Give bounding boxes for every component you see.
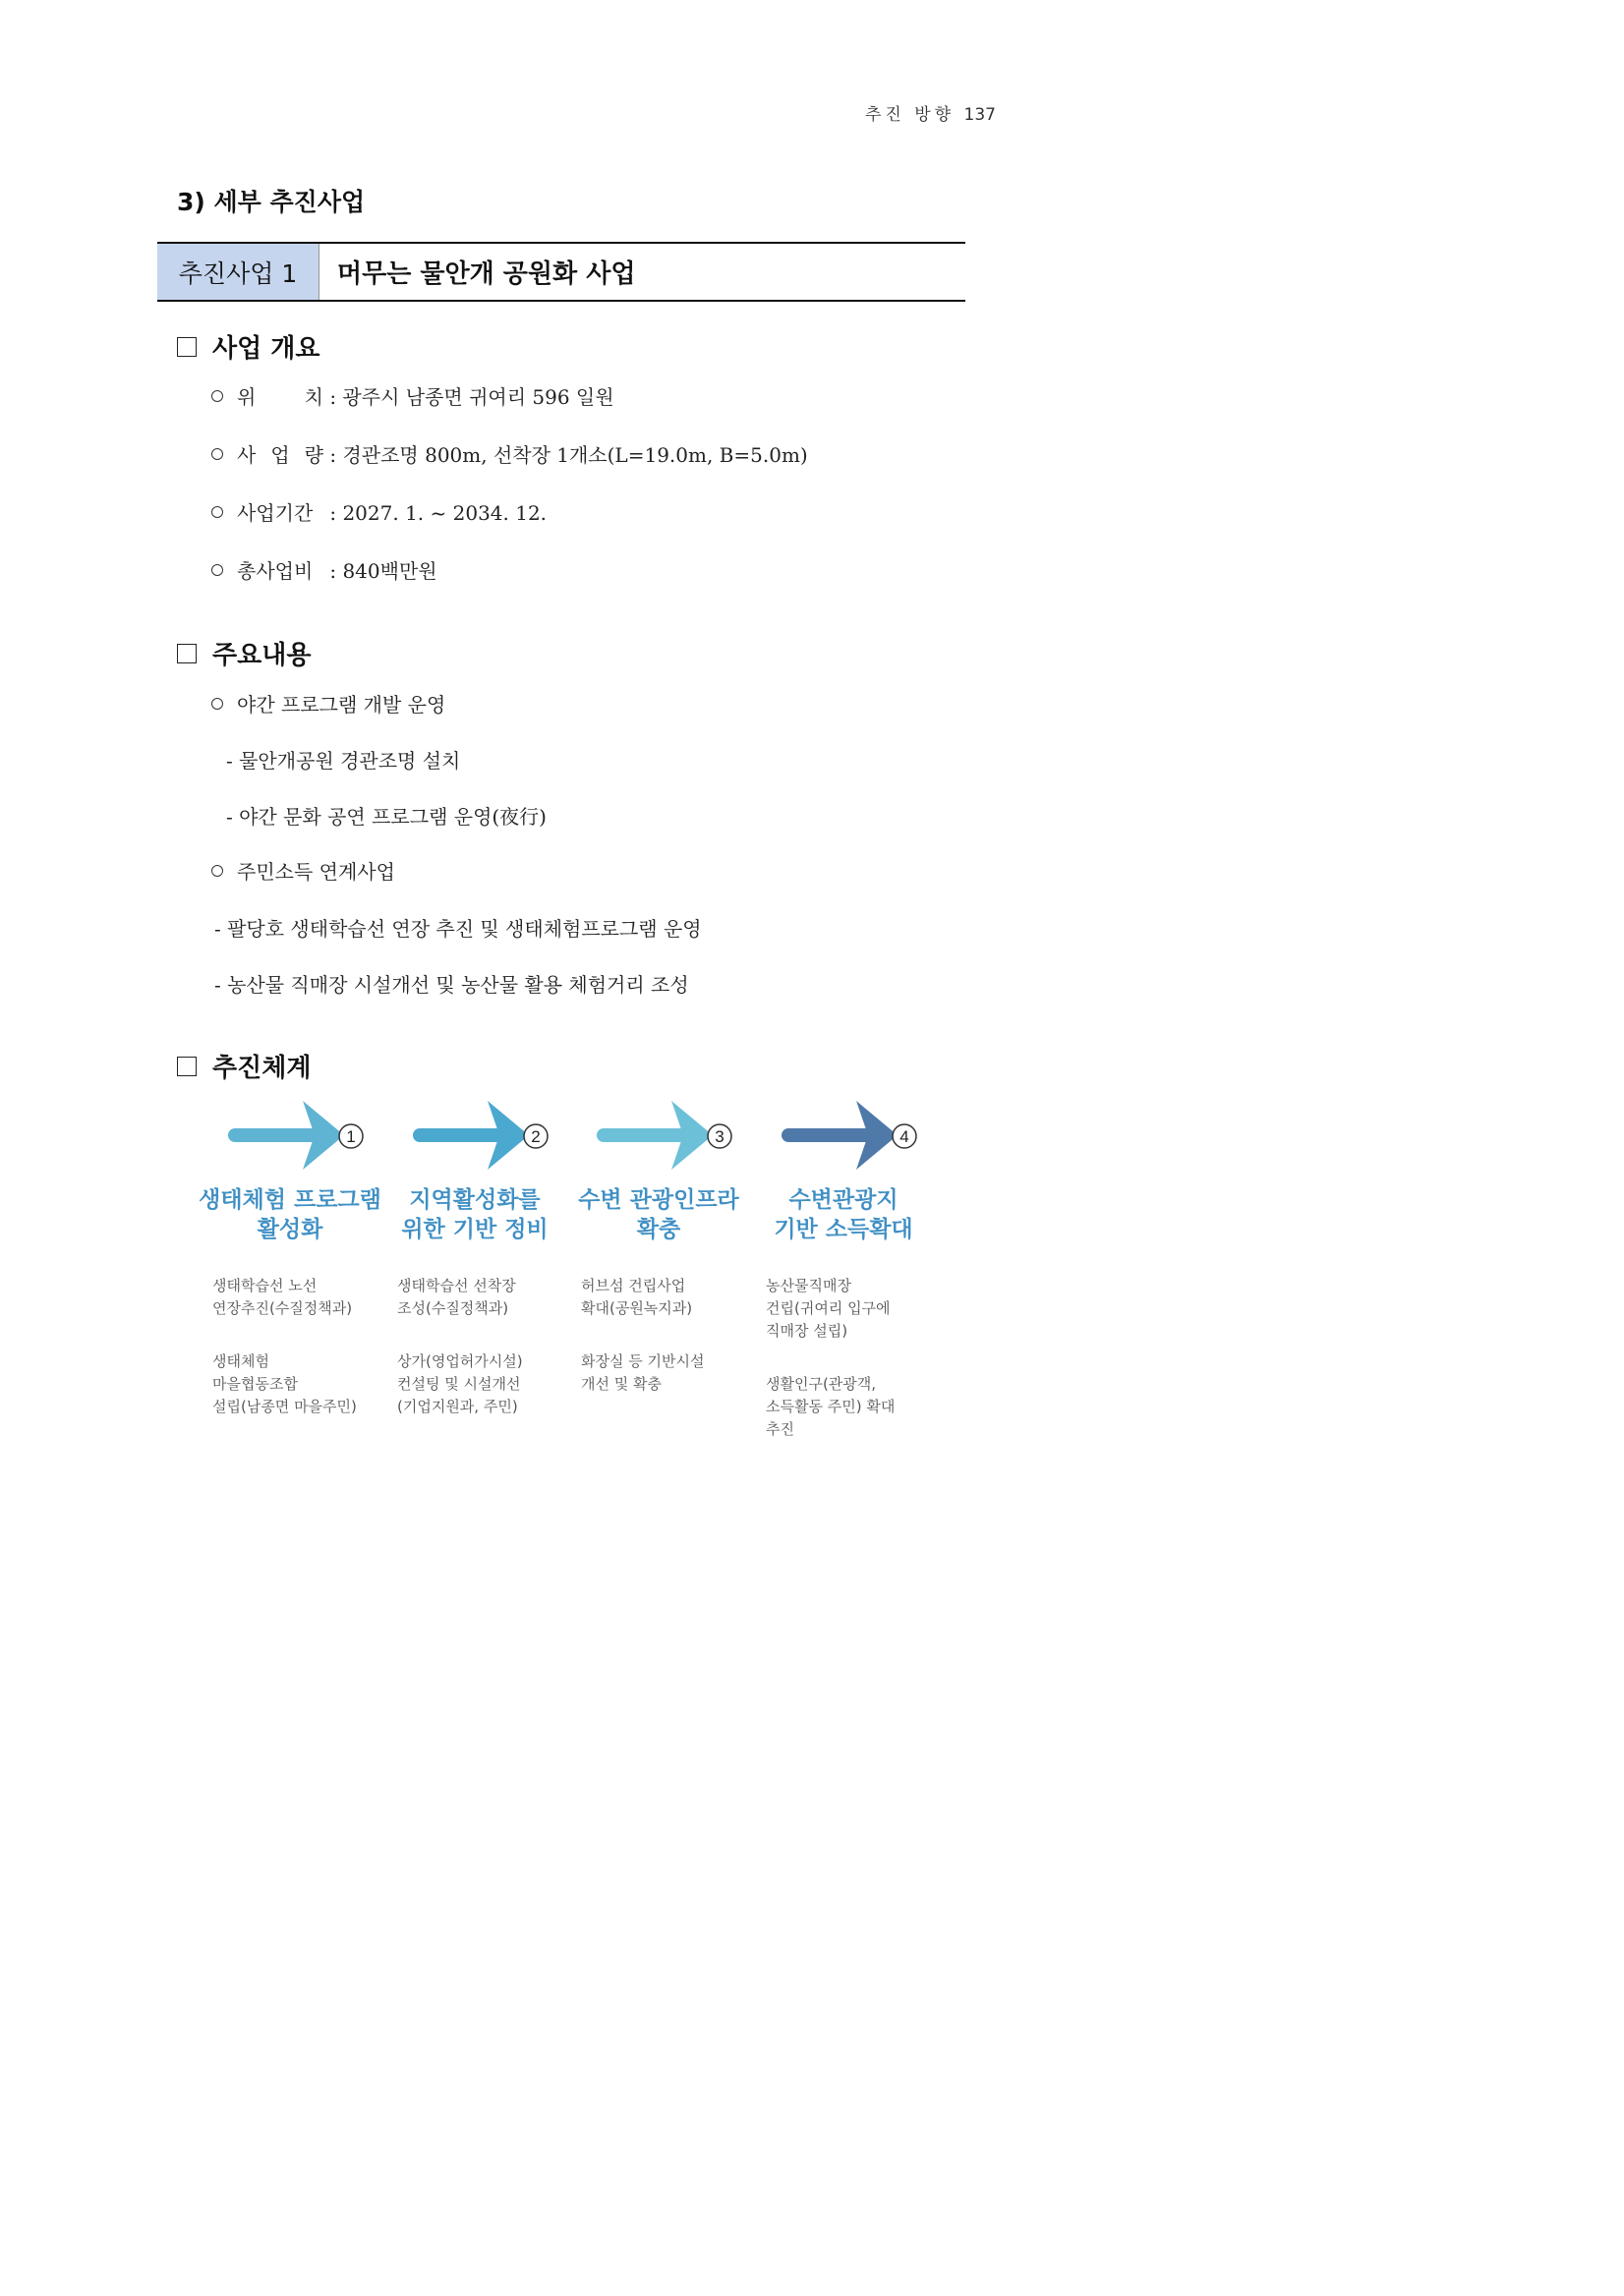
- step-detail: 화장실 등 기반시설 개선 및 확충: [581, 1352, 705, 1393]
- system-diagram: [197, 1091, 944, 1438]
- header-section: 추진 방향: [865, 105, 956, 125]
- step-detail: 농산물직매장 건립(귀여리 입구에 직매장 설립): [766, 1277, 891, 1340]
- arrow-right-icon: [197, 1091, 383, 1179]
- circle-bullet-icon: [211, 564, 223, 576]
- overview-key: 총사업비: [237, 559, 314, 583]
- contents-sub-item: - 팔당호 생태학습선 연장 추진 및 생태체험프로그램 운영: [214, 917, 702, 941]
- step-number: 4: [899, 1127, 909, 1146]
- contents-group-1: [211, 689, 445, 718]
- overview-value: 광주시 남종면 귀여리 596 일원: [342, 385, 614, 409]
- step-details: [381, 1252, 568, 1449]
- step-detail: 상가(영업허가시설) 컨설팅 및 시설개선 (기업지원과, 주민): [397, 1352, 523, 1415]
- checkbox-square-icon: [177, 337, 197, 357]
- project-bar: [157, 242, 965, 302]
- step-detail: 생태학습선 선착장 조성(수질정책과): [397, 1277, 516, 1317]
- checkbox-square-icon: [177, 1057, 197, 1076]
- section-title: 3) 세부 추진사업: [177, 188, 366, 216]
- project-name: 머무는 물안개 공원화 사업: [337, 259, 636, 289]
- page-header: [865, 100, 1022, 125]
- step-title: 지역활성화를 위한 기반 정비: [401, 1187, 549, 1242]
- page-number: 137: [963, 105, 996, 125]
- contents-group-2: [211, 856, 395, 885]
- system-step-3: [565, 1091, 752, 1426]
- step-number: 1: [346, 1127, 356, 1146]
- checkbox-square-icon: [177, 644, 197, 663]
- circle-bullet-icon: [211, 865, 223, 877]
- step-details: [750, 1252, 937, 1471]
- system-heading-text: 추진체계: [212, 1054, 312, 1083]
- step-number: 2: [531, 1127, 541, 1146]
- step-title: 수변관광지 기반 소득확대: [774, 1187, 913, 1242]
- system-step-4: [750, 1091, 937, 1471]
- system-step-2: [381, 1091, 568, 1449]
- overview-item-period: 사업기간 : 2027. 1. ~ 2034. 12.: [211, 497, 547, 526]
- step-title: 수변 관광인프라 확충: [578, 1187, 739, 1242]
- circle-bullet-icon: [211, 390, 223, 402]
- system-heading: [177, 1048, 311, 1084]
- step-number: 3: [715, 1127, 725, 1146]
- step-detail: 생태체험 마을협동조합 설립(남종면 마을주민): [212, 1352, 357, 1415]
- contents-group-title: 주민소득 연계사업: [237, 860, 395, 884]
- arrow-right-icon: [565, 1091, 752, 1179]
- circle-bullet-icon: [211, 698, 223, 710]
- overview-heading-text: 사업 개요: [212, 334, 320, 364]
- project-label: 추진사업 1: [157, 244, 319, 300]
- overview-value: 840백만원: [342, 559, 437, 583]
- contents-heading-text: 주요내용: [212, 641, 312, 670]
- contents-group-title: 야간 프로그램 개발 운영: [237, 693, 446, 717]
- overview-key: 위 치: [237, 385, 323, 409]
- overview-heading: [177, 328, 320, 365]
- overview-item-location: 위 치 : 광주시 남종면 귀여리 596 일원: [211, 381, 614, 410]
- contents-sub-item: - 야간 문화 공연 프로그램 운영(夜行): [226, 805, 547, 829]
- step-details: [197, 1252, 383, 1449]
- step-detail: 생활인구(관광객, 소득활동 주민) 확대 추진: [766, 1375, 896, 1438]
- step-details: [565, 1252, 752, 1426]
- step-detail: 생태학습선 노선 연장추진(수질정책과): [212, 1277, 353, 1317]
- overview-item-budget: 총사업비 : 840백만원: [211, 555, 437, 584]
- overview-key: 사 업 량: [237, 443, 323, 467]
- overview-value: 2027. 1. ~ 2034. 12.: [342, 501, 548, 525]
- system-step-1: [197, 1091, 383, 1449]
- contents-sub-item: - 농산물 직매장 시설개선 및 농산물 활용 체험거리 조성: [214, 973, 689, 997]
- arrow-right-icon: [381, 1091, 568, 1179]
- step-detail: 허브섬 건립사업 확대(공원녹지과): [581, 1277, 693, 1317]
- overview-item-quantity: 사 업 량 : 경관조명 800m, 선착장 1개소(L=19.0m, B=5.0m): [211, 439, 808, 468]
- overview-key: 사업기간: [237, 501, 314, 525]
- arrow-right-icon: [750, 1091, 937, 1179]
- overview-value: 경관조명 800m, 선착장 1개소(L=19.0m, B=5.0m): [342, 443, 808, 467]
- contents-sub-item: - 물안개공원 경관조명 설치: [226, 749, 461, 773]
- contents-heading: [177, 635, 311, 671]
- circle-bullet-icon: [211, 448, 223, 460]
- circle-bullet-icon: [211, 506, 223, 518]
- step-title: 생태체험 프로그램 활성화: [199, 1187, 381, 1242]
